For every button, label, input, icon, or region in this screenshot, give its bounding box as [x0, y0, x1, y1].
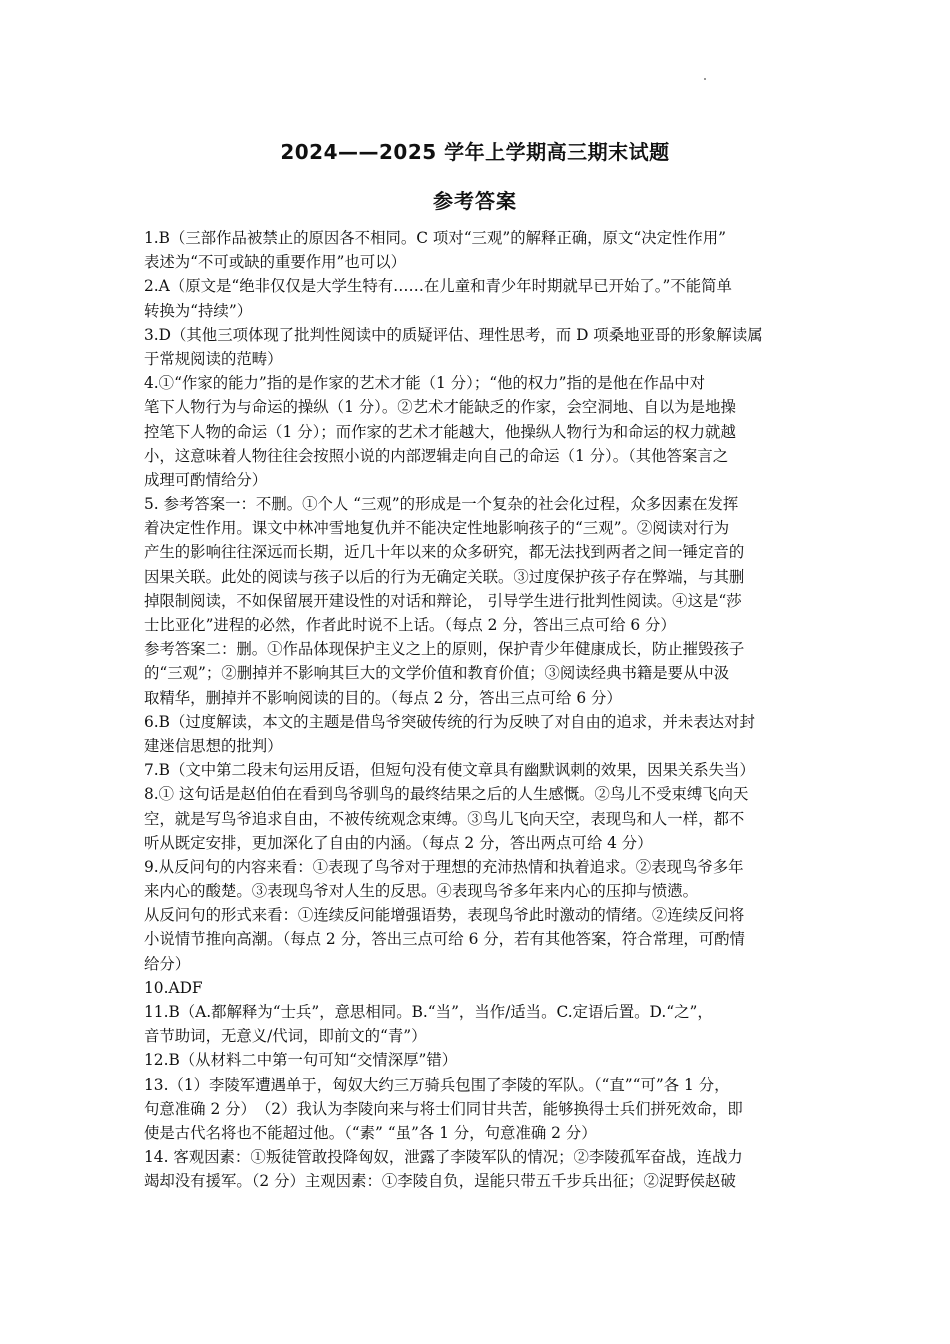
text-line: 参考答案二：删。①作品体现保护主义之上的原则，保护青少年健康成长，防止摧毁孩子	[144, 640, 745, 659]
text-line: 于常规阅读的范畴）	[144, 349, 283, 368]
text-line: 3.D（其他三项体现了批判性阅读中的质疑评估、理性思考，而 D 项桑地亚哥的形象解读属	[144, 325, 763, 344]
text-line: 10.ADF	[144, 978, 203, 997]
text-line: 句意准确 2 分） （2）我认为李陵向来与将士们同甘共苦，能够换得士兵们拼死效命，即	[144, 1099, 743, 1118]
text-line: 士比亚化”进程的必然，作者此时说不上话。（每点 2 分，答出三点可给 6 分）	[144, 616, 676, 634]
text-line: 竭却没有援军。（2 分）主观因素：①李陵自负，逞能只带五千步兵出征；②浞野侯赵破	[144, 1172, 736, 1191]
scan-dot	[704, 78, 706, 80]
text-line: 5. 参考答案一：不删。①个人 “三观”的形成是一个复杂的社会化过程，众多因素在发挥	[144, 495, 739, 514]
text-line: 11.B（A.都解释为“士兵”，意思相同。B.“当”，当作/适当。C.定语后置。D.“之”，	[144, 1003, 713, 1021]
text-line: 表述为“不可或缺的重要作用”也可以）	[144, 253, 406, 272]
text-line: 从反问句的形式来看：①连续反问能增强语势，表现鸟爷此时激动的情绪。②连续反问将	[144, 906, 745, 925]
document-subtitle: 参考答案	[433, 189, 517, 213]
text-line: 音节助词，无意义/代词，即前文的“青”）	[144, 1027, 427, 1046]
text-line: 给分）	[144, 954, 191, 973]
text-line: 来内心的酸楚。③表现鸟爷对人生的反思。④表现鸟爷多年来内心的压抑与愤懑。	[144, 882, 699, 901]
text-line: 13.（1）李陵军遭遇单于，匈奴大约三万骑兵包围了李陵的军队。（“直”“可”各 1 分，	[144, 1075, 730, 1094]
text-line: 6.B（过度解读，本文的主题是借鸟爷突破传统的行为反映了对自由的追求，并未表达对封	[144, 712, 755, 731]
document-title: 2024——2025 学年上学期高三期末试题	[280, 140, 670, 164]
text-line: 掉限制阅读，不如保留展开建设性的对话和辩论， 引导学生进行批判性阅读。④这是“莎	[144, 591, 742, 610]
text-line: 12.B（从材料二中第一句可知“交情深厚”错）	[144, 1051, 458, 1070]
text-line: 产生的影响往往深远而长期，近几十年以来的众多研究，都无法找到两者之间一锤定音的	[144, 543, 745, 562]
text-line: 1.B（三部作品被禁止的原因各不相同。C 项对“三观”的解释正确，原文“决定性作用”	[144, 229, 727, 247]
text-line: 的“三观”；②删掉并不影响其巨大的文学价值和教育价值；③阅读经典书籍是要从中汲	[144, 664, 730, 683]
text-line: 4.①“作家的能力”指的是作家的艺术才能（1 分）；“他的权力”指的是他在作品中对	[144, 374, 706, 393]
text-line: 取精华，删掉并不影响阅读的目的。（每点 2 分，答出三点可给 6 分）	[144, 688, 622, 707]
text-line: 小说情节推向高潮。（每点 2 分，答出三点可给 6 分，若有其他答案，符合常理，可酌情	[144, 930, 745, 949]
text-line: 小，这意味着人物往往会按照小说的内部逻辑走向自己的命运（1 分）。（其他答案言之	[144, 446, 729, 465]
text-line: 笔下人物行为与命运的操纵（1 分）。②艺术才能缺乏的作家，会空洞地、自以为是地操	[144, 398, 736, 417]
text-line: 7.B（文中第二段末句运用反语，但短句没有使文章具有幽默讽刺的效果，因果关系失当）	[144, 761, 755, 780]
text-line: 2.A（原文是“绝非仅仅是大学生特有……在儿童和青少年时期就早已开始了。”不能简单	[144, 277, 732, 296]
text-line: 使是古代名将也不能超过他。（“素” “虽”各 1 分，句意准确 2 分）	[144, 1123, 597, 1142]
text-line: 着决定性作用。课文中林冲雪地复仇并不能决定性地影响孩子的“三观”。②阅读对行为	[144, 519, 730, 538]
text-line: 空，就是写鸟爷追求自由，不被传统观念束缚。③鸟儿飞向天空，表现鸟和人一样，都不	[144, 809, 745, 828]
text-line: 听从既定安排，更加深化了自由的内涵。（每点 2 分，答出两点可给 4 分）	[144, 833, 653, 852]
text-line: 因果关联。此处的阅读与孩子以后的行为无确定关联。③过度保护孩子存在弊端，与其删	[144, 567, 745, 586]
text-line: 控笔下人物的命运（1 分）；而作家的艺术才能越大，他操纵人物行为和命运的权力就越	[144, 422, 736, 441]
text-line: 建迷信思想的批判）	[144, 736, 283, 755]
text-line: 成理可酌情给分）	[144, 470, 268, 489]
text-line: 转换为“持续”）	[144, 301, 253, 320]
text-line: 8.① 这句话是赵伯伯在看到鸟爷驯鸟的最终结果之后的人生感慨。②鸟儿不受束缚飞向天	[144, 785, 749, 804]
answer-body	[144, 226, 812, 1194]
text-line: 14. 客观因素：①叛徒管敢投降匈奴，泄露了李陵军队的情况；②李陵孤军奋战，连战力	[144, 1148, 743, 1167]
text-line: 9.从反问句的内容来看：①表现了鸟爷对于理想的充沛热情和执着追求。②表现鸟爷多年	[144, 857, 744, 876]
